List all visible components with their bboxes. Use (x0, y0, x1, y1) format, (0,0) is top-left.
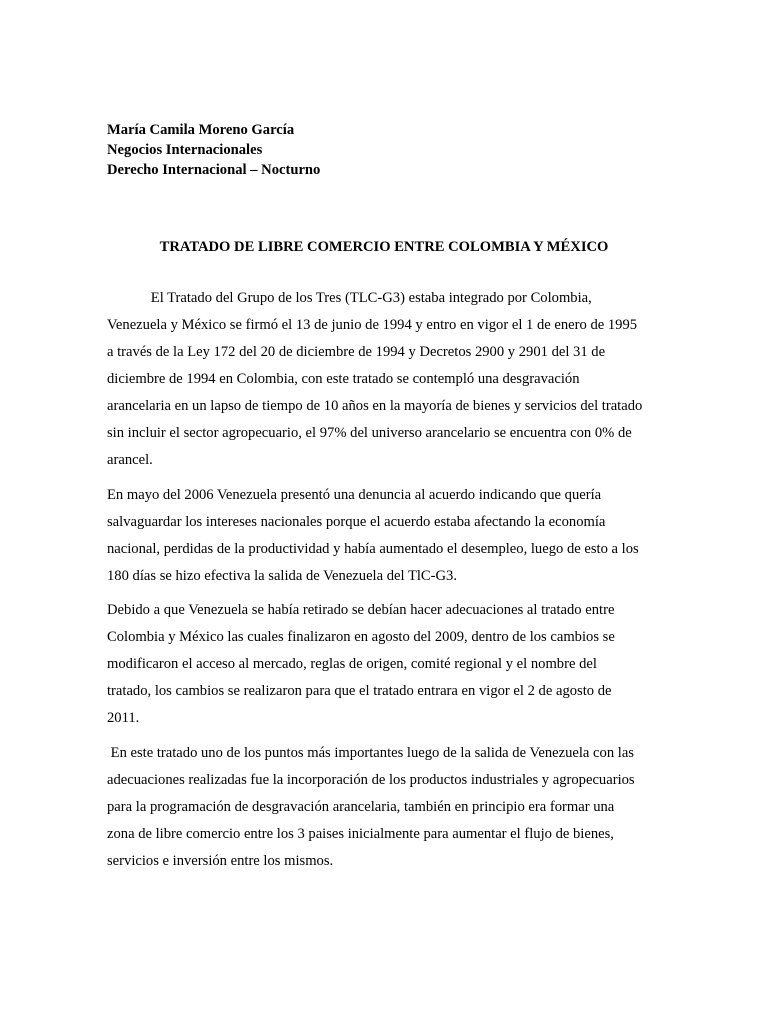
paragraph-line: 180 días se hizo efectiva la salida de Venezuela del TlC-G3. (107, 568, 457, 584)
document-header (107, 120, 667, 180)
paragraph-line: servicios e inversión entre los mismos. (107, 853, 334, 869)
paragraph-line: modificaron el acceso al mercado, reglas de origen, comité regional y el nombre del (107, 656, 597, 672)
paragraph-line: Debido a que Venezuela se había retirado se debían hacer adecuaciones al tratado entre (107, 602, 615, 618)
paragraph-line: En mayo del 2006 Venezuela presentó una denuncia al acuerdo indicando que quería (107, 487, 602, 503)
paragraph-line: salvaguardar los intereses nacionales porque el acuerdo estaba afectando la economía (107, 514, 606, 530)
paragraph-4 (107, 740, 661, 875)
paragraph-2 (107, 482, 661, 590)
paragraph-1 (107, 285, 661, 474)
paragraph-line: para la programación de desgravación arancelaria, también en principio era formar una (107, 799, 615, 815)
paragraph-line: En este tratado uno de los puntos más importantes luego de la salida de Venezuela con las (107, 745, 634, 761)
paragraph-line: diciembre de 1994 en Colombia, con este tratado se contempló una desgravación (107, 371, 580, 387)
paragraph-3 (107, 597, 661, 732)
author-name: María Camila Moreno García (107, 122, 295, 138)
paragraph-line: 2011. (107, 710, 140, 726)
paragraph-line: a través de la Ley 172 del 20 de diciembre de 1994 y Decretos 2900 y 2901 del 31 de (107, 344, 606, 360)
paragraph-line: Venezuela y México se firmó el 13 de junio de 1994 y entro en vigor el 1 de enero de 1995 (107, 317, 638, 333)
program-name: Negocios Internacionales (107, 142, 263, 158)
paragraph-line: zona de libre comercio entre los 3 paises inicialmente para aumentar el flujo de bienes, (107, 826, 614, 842)
document-title: TRATADO DE LIBRE COMERCIO ENTRE COLOMBIA Y MÉXICO (159, 239, 609, 255)
paragraph-line: arancelaria en un lapso de tiempo de 10 años en la mayoría de bienes y servicios del tratado (107, 398, 643, 414)
paragraph-line: Colombia y México las cuales finalizaron en agosto del 2009, dentro de los cambios se (107, 629, 615, 645)
paragraph-line: nacional, perdidas de la productividad y había aumentado el desempleo, luego de esto a los (107, 541, 639, 557)
paragraph-line: adecuaciones realizadas fue la incorporación de los productos industriales y agropecuarios (107, 772, 635, 788)
paragraph-line: tratado, los cambios se realizaron para que el tratado entrara en vigor el 2 de agosto de (107, 683, 612, 699)
paragraph-line: arancel. (107, 452, 153, 468)
paragraph-line: sin incluir el sector agropecuario, el 97% del universo arancelario se encuentra con 0% de (107, 425, 632, 441)
paragraph-line: El Tratado del Grupo de los Tres (TLC-G3) estaba integrado por Colombia, (107, 290, 592, 306)
course-name: Derecho Internacional – Nocturno (107, 162, 321, 178)
